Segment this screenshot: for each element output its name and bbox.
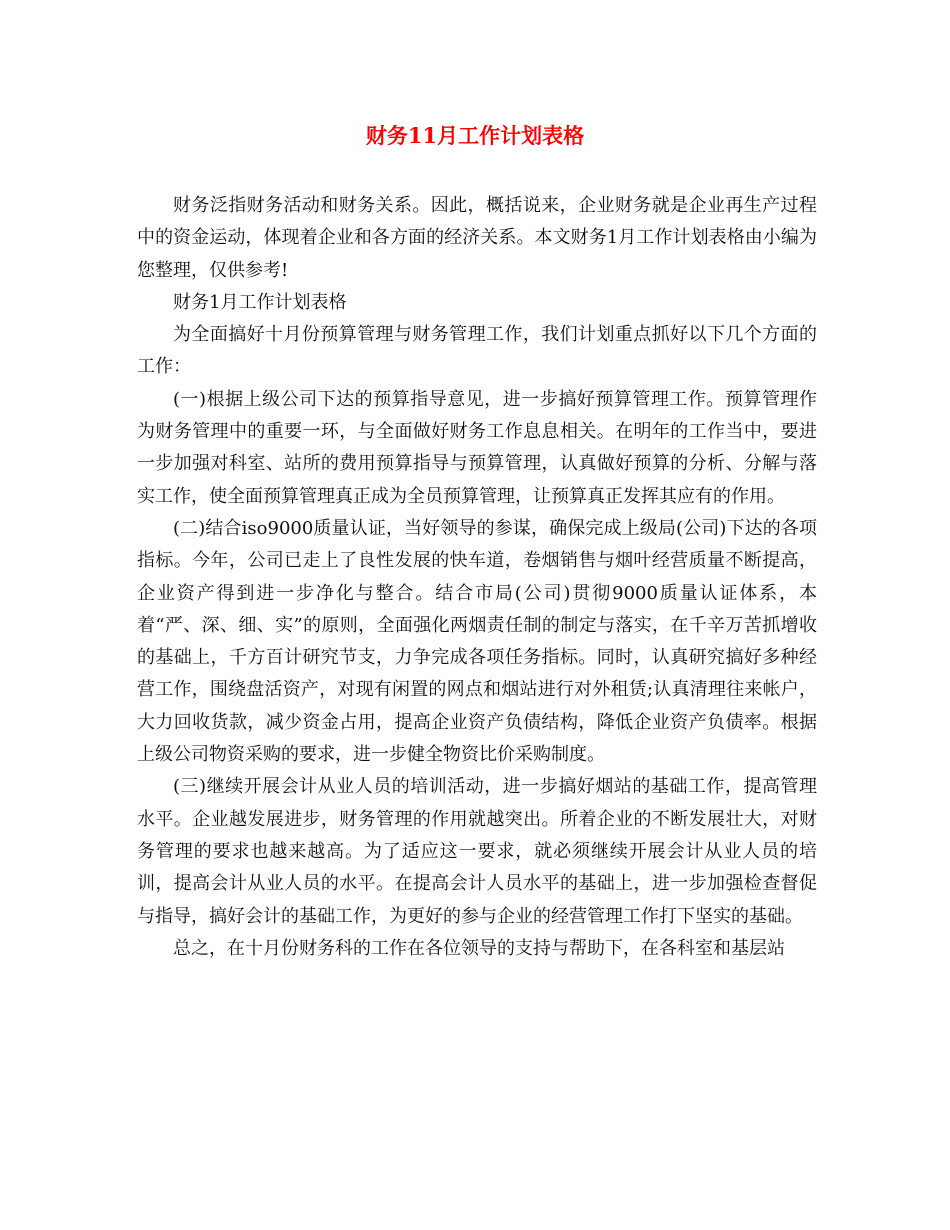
paragraph-item-2: (二)结合iso9000质量认证，当好领导的参谋，确保完成上级局(公司)下达的各项指标。今年，公司已走上了良性发展的快车道，卷烟销售与烟叶经营质量不断提高，企业资产得到进一步净化与整合。结合市局(公司)贯彻9000质量认证体系，本着“严、深、细、实”的原则，全面强化两烟责任制的制定与落实，在千辛万苦抓增收的基础上，千方百计研究节支，力争完成各项任务指标。同时，认真研究搞好多种经营工作，围绕盘活资产，对现有闲置的网点和烟站进行对外租赁;认真清理往来帐户，大力回收货款，减少资金占用，提高企业资产负债结构，降低企业资产负债率。根据上级公司物资采购的要求，进一步健全物资比价采购制度。 [137, 517, 817, 766]
paragraph-item-3: (三)继续开展会计从业人员的培训活动，进一步搞好烟站的基础工作，提高管理水平。企业越发展进步，财务管理的作用就越突出。所着企业的不断发展壮大，对财务管理的要求也越来越高。为了适应这一要求，就必须继续开展会计从业人员的培训，提高会计从业人员的水平。在提高会计人员水平的基础上，进一步加强检查督促与指导，搞好会计的基础工作，为更好的参与企业的经营管理工作打下坚实的基础。 [137, 776, 817, 927]
document-title: 财务11月工作计划表格 [365, 123, 585, 148]
document-body [137, 190, 817, 965]
paragraph-overview: 为全面搞好十月份预算管理与财务管理工作，我们计划重点抓好以下几个方面的工作： [137, 324, 817, 378]
paragraph-item-1: (一)根据上级公司下达的预算指导意见，进一步搞好预算管理工作。预算管理作为财务管理中的重要一环，与全面做好财务工作息息相关。在明年的工作当中，要进一步加强对科室、站所的费用预算指导与预算管理，认真做好预算的分析、分解与落实工作，使全面预算管理真正成为全员预算管理，让预算真正发挥其应有的作用。 [137, 388, 817, 507]
paragraph-summary: 总之，在十月份财务科的工作在各位领导的支持与帮助下，在各科室和基层站 [173, 937, 785, 959]
paragraph-subheading: 财务1月工作计划表格 [173, 291, 347, 313]
paragraph-intro: 财务泛指财务活动和财务关系。因此，概括说来，企业财务就是企业再生产过程中的资金运动，体现着企业和各方面的经济关系。本文财务1月工作计划表格由小编为您整理，仅供参考! [137, 195, 817, 281]
